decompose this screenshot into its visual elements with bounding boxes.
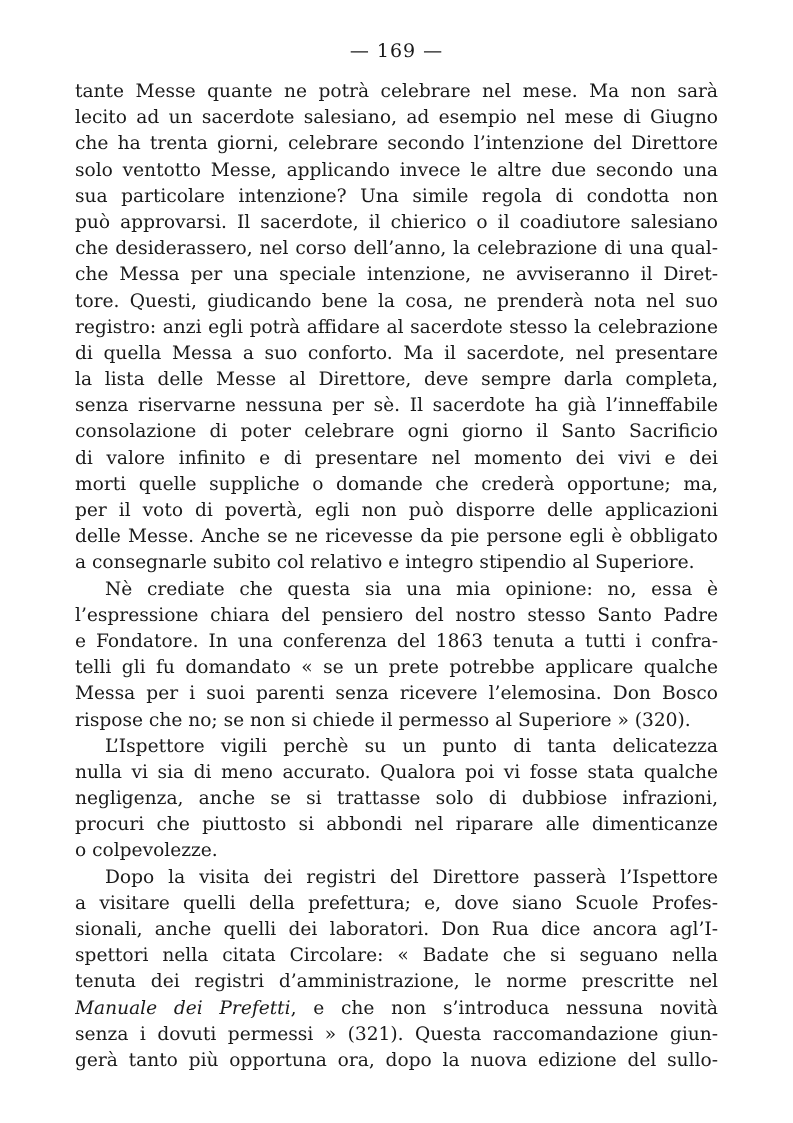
text-line: tante Messe quante ne potrà celebrare nel mese. Ma non sarà <box>75 81 718 102</box>
text-line: Nè crediate che questa sia una mia opinione: no, essa è <box>105 578 718 600</box>
text-line <box>75 996 718 1022</box>
text-line: che desiderassero, nel corso dell’anno, la celebrazione di una qual- <box>75 238 718 260</box>
text-line: rispose che no; se non si chiede il permesso al Superiore » (320). <box>75 709 691 731</box>
text-line: e Fondatore. In una conferenza del 1863 tenuta a tutti i confra- <box>75 630 718 652</box>
text-line: di valore infinito e di presentare nel momento dei vivi e dei <box>75 447 718 469</box>
text-line: morti quelle suppliche o domande che crederà opportune; ma, <box>75 473 718 495</box>
text-line: tenuta dei registri d’amministrazione, le norme prescritte nel <box>75 971 718 993</box>
text-line: per il voto di povertà, egli non può disporre delle applicazioni <box>75 500 718 521</box>
text-segment: , e che non s’introduca nessuna novità <box>290 997 718 1019</box>
text-line: senza riservarne nessuna per sè. Il sacerdote ha già l’inneffabile <box>75 395 718 417</box>
text-line: sua particolare intenzione? Una simile regola di condotta non <box>75 185 718 207</box>
page-number: — 169 — <box>349 40 444 62</box>
text-line: Dopo la visita dei registri del Direttore passerà l’Ispettore <box>105 866 718 888</box>
text-line: negligenza, anche se si trattasse solo di dubbiose infrazioni, <box>75 788 718 810</box>
text-line: di quella Messa a suo conforto. Ma il sacerdote, nel presentare <box>75 342 718 364</box>
text-line: telli gli fu domandato « se un prete potrebbe applicare qualche <box>75 657 718 679</box>
text-line: procuri che piuttosto si abbondi nel riparare alle dimenticanze <box>75 814 718 836</box>
text-line: nulla vi sia di meno accurato. Qualora poi vi fosse stata qualche <box>75 761 718 783</box>
text-line: lecito ad un sacerdote salesiano, ad esempio nel mese di Giugno <box>75 107 718 129</box>
text-line: L’Ispettore vigili perchè su un punto di tanta delicatezza <box>105 735 718 757</box>
text-line: può approvarsi. Il sacerdote, il chierico o il coadiutore salesiano <box>75 211 718 233</box>
text-line: tore. Questi, giudicando bene la cosa, ne prenderà nota nel suo <box>75 290 718 312</box>
body-text <box>75 79 718 1074</box>
text-line: l’espressione chiara del pensiero del nostro stesso Santo Padre <box>75 604 718 626</box>
text-line: Messa per i suoi parenti senza ricevere l’elemosina. Don Bosco <box>75 683 718 705</box>
text-line: gerà tanto più opportuna ora, dopo la nuova edizione del sullo- <box>75 1049 718 1071</box>
text-line: o colpevolezze. <box>75 840 218 862</box>
text-line: a consegnarle subito col relativo e integro stipendio al Superiore. <box>75 552 695 574</box>
text-line: che Messa per una speciale intenzione, ne avviseranno il Diret- <box>75 264 718 286</box>
text-line: consolazione di poter celebrare ogni giorno il Santo Sacrificio <box>75 421 718 443</box>
text-line: solo ventotto Messe, applicando invece le altre due secondo una <box>75 159 718 181</box>
text-line: sionali, anche quelli dei laboratori. Don Rua dice ancora agl’I- <box>75 919 718 940</box>
text-line: senza i dovuti permessi » (321). Questa raccomandazione giun- <box>75 1023 718 1045</box>
text-line: la lista delle Messe al Direttore, deve sempre darla completa, <box>75 369 718 391</box>
text-line: che ha trenta giorni, celebrare secondo l’intenzione del Direttore <box>75 133 718 155</box>
text-line: registro: anzi egli potrà affidare al sacerdote stesso la celebrazione <box>75 316 718 338</box>
text-line: spettori nella citata Circolare: « Badate che si seguano nella <box>75 945 718 967</box>
italic-title: Manuale dei Prefetti <box>75 997 291 1019</box>
text-line: a visitare quelli della prefettura; e, dove siano Scuole Profes- <box>75 892 718 914</box>
text-line: delle Messe. Anche se ne ricevesse da pie persone egli è obbligato <box>75 526 718 548</box>
